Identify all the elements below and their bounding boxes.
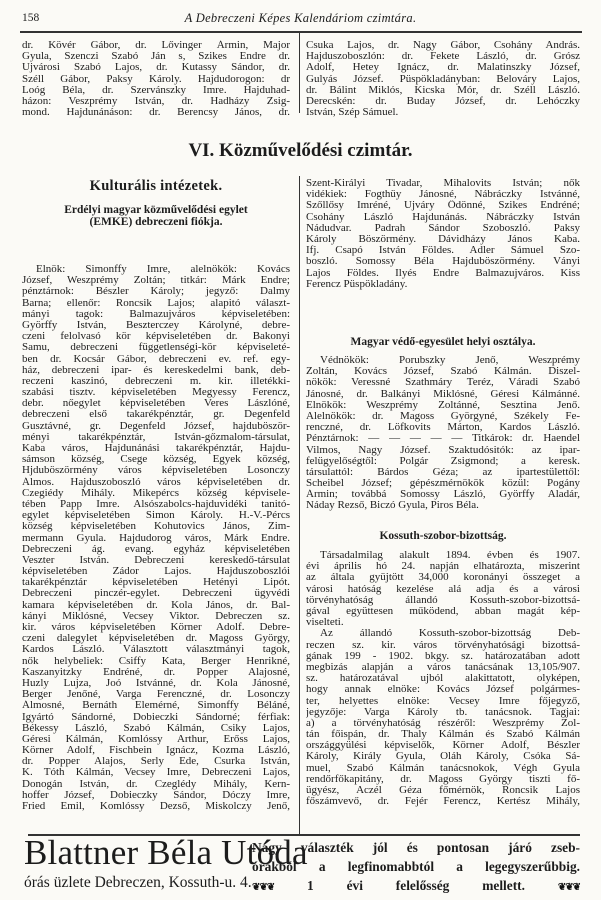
text-line: kir. város képviseletében Körner Adolf. Debre- (22, 622, 290, 633)
text-line: Fried Emil, Komlóssy Dezső, Miskolczy Jenő, (22, 801, 290, 812)
text-line: dr. Kövér Gábor, dr. Lővinger Ármin, Major (22, 40, 290, 51)
text-line: Veszter István. Debreczeni kereskedő-társulat (22, 554, 290, 566)
text-line: egylet képviseletében Simon Károly. H.-V.-Pércs (22, 510, 290, 522)
header-rule (20, 31, 582, 33)
text-line: Gusztávné, gr. Degenfeld József, hajduböször- (22, 420, 290, 432)
text-line: gával együttesen működend, abban magát kép- (306, 605, 580, 617)
text-line: Az állandó Kossuth-szobor-bizottság Deb- (320, 628, 580, 640)
text-line: városi hatóság kezelése alá adja és a városi (306, 583, 580, 595)
text-line: az általa gyüjtött 34,000 koronányi összeget a (306, 572, 580, 584)
text-line: Gyula, Szenczi Szabó Ján s, Szikes Endre dr. (22, 51, 290, 63)
left-subheading (22, 204, 290, 228)
vedo-heading: Magyar védő-egyesület helyi osztálya. (350, 336, 536, 348)
advert-line-2: órákból a legfinomabbtól a legegyszerűbbig. (252, 859, 580, 874)
text-line: jegyzője: Varga Károly tb. tanácsnok. Tagjai: (306, 706, 580, 718)
section-title: VI. Közművelődési czimtár. (188, 140, 413, 161)
text-line: Huzly Lujza, Joó Istvánné, dr. Kola Jánosné, (22, 677, 290, 689)
text-line: Szőllősy Imréné, Ujváry Ödönné, Szikes Endréné; (306, 200, 580, 212)
text-line: Barna; ellenőr: Roncsik Lajos; alapitó választ- (22, 297, 290, 309)
text-line: Elnök: Simonffy Imre, alelnökök: Kovács (36, 264, 290, 275)
text-line: kamara képviseletében dr. Kola János, dr. Bal- (22, 599, 290, 611)
text-line: sz. határozatával ujból alakittatott, olyképen, (306, 673, 580, 685)
text-line: pénztárnok: Bészler Károly; jegyző: Dalmy (22, 286, 290, 298)
text-line: társulattól: Bárdos Géza; az ipartestülettől: (306, 466, 580, 478)
text-line: K. Tóth Kálmán, Vecsey Imre, Debreczeni Lajos, (22, 767, 290, 779)
text-line: Ujvárosi Szabó Lajos, dr. Kutassy Sándor, dr. (22, 62, 290, 74)
text-line: Igyártó Sándorné, Dobieczki Sándorné; férfiak: (22, 711, 290, 723)
text-line: Loóg Béla, dr. Szervánszky Imre. Hajduhad- (22, 84, 290, 96)
advert-guarantee: 1 évi felelősség mellett. (307, 878, 525, 893)
text-line: Jánosné, dr. Balkányi Miklósné, Géresi Kálmánné. (306, 388, 580, 400)
text-line: országgyülési képviselők, Körner Adolf, Bészler (306, 740, 580, 752)
text-line: Hjduböszörmény város képviseletében Losonczy (22, 465, 290, 477)
text-line: Körner Adolf, Fischbein Ignácz, Kozma László, (22, 745, 290, 757)
text-line: Csohány László Hajdunánás. Nábráczky István (306, 211, 580, 223)
text-line: Debreczeni pinczér-egylet. Debreczeni ügyvédi (22, 588, 290, 600)
text-line: nők helybeliek: Csiffy Kata, Berger Henrikné, (22, 655, 290, 667)
text-line: a) a törvényhatóság részéről: Weszprémy Zol- (306, 717, 580, 729)
fleuron-ornament-icon: ❦❦❦ (252, 882, 275, 893)
text-line: megbizás alapján a város tanácsának 13,105/907. (306, 661, 580, 673)
text-line: ház, debreczeni ipar- és kereskedelmi bank, deb- (22, 364, 290, 376)
text-line: Társadalmilag alakult 1894. évben és 1907. (320, 550, 580, 561)
text-line: czeni dalegylet képviseletében dr. Magoss György, (22, 633, 290, 645)
text-line: ben dr. Kocsár Gábor, debreczeni ev. ref. egy- (22, 353, 290, 365)
column-divider (299, 176, 300, 834)
text-line: tán főispán, dr. Thaly Kálmán és Szabó Kálmán (306, 729, 580, 741)
text-line: tében Papp Imre. Alsószabolcs-hajduvidéki tanitó- (22, 498, 290, 510)
text-line: Derecskén: dr. Buday József, dr. Lehóczky (306, 95, 580, 107)
right-continuation (306, 178, 580, 290)
text-line: Hajduszoboszlón: dr. Fekete László, dr. Grósz (306, 51, 580, 63)
text-line: Széll Gábor, Paksy Károly. Hajdudorogon: dr (22, 73, 290, 85)
text-line: debreczeni első takarékpénztár, gr. Degenfeld (22, 409, 290, 421)
text-line: Károly Böszörmény. Dávidházy János Kaba. (306, 233, 580, 245)
text-line: vidékiek: Fogthüy Jánosné, Nábráczky Istvánné, (306, 189, 580, 201)
left-body (22, 264, 290, 812)
text-line: hogy annak elnöke: Kovács József polgármes- (306, 684, 580, 696)
text-line: viselteti. (306, 617, 344, 629)
text-line: sámson község, Csege község, Egyek község, (22, 454, 290, 466)
text-line: reczen sz. kir. város törvényhatósági bizottsá- (306, 639, 580, 651)
column-divider-top (299, 33, 300, 113)
text-line: felügyelőségtől: Polgár Zsigmond; a keresk. (306, 455, 580, 467)
text-line: Donogán István, dr. Czeglédy Mihály, Kern- (22, 778, 290, 790)
kossuth-heading: Kossuth-szobor-bizottság. (379, 530, 507, 542)
text-line: Nádudvar. Padrah Sándor Szoboszló. Paksy (306, 222, 580, 234)
text-line: Csuka Lajos, dr. Nagy Gábor, Csohány András. (306, 40, 580, 51)
text-line: Békessy László, Szabó Kálmán, Csiky Lajos, (22, 722, 290, 734)
text-line: István, Szép Sámuel. (306, 107, 399, 119)
text-line: Géresi Kálmán, Komlóssy Arthur, Erőss Lajos, (22, 733, 290, 745)
text-line: község képviseletében Kohutovics János, Zim- (22, 521, 290, 533)
text-line: Zoltán, Kovács József, Szabó Kálmán. Diszel- (306, 366, 580, 378)
text-line: ményi takarékpénztár, István-gőzmalom-társulat, (22, 431, 290, 443)
text-line: boszló. Somossy Béla Hajduböszörmény. Ványi (306, 256, 580, 268)
running-title: A Debreczeni Képes Kalendáriom czimtára. (184, 11, 417, 25)
text-line: debr. nőegylet képviseletében Veres Lászlóné, (22, 398, 290, 410)
text-line: Elnökök: Weszprémy Zoltánné, Sesztina Jenő. (306, 399, 580, 411)
text-line: nökök: Veressné Szathmáry Teréz, Váradi Szabó (306, 377, 580, 389)
fleuron-ornament-icon: ❦❦❦ (557, 882, 580, 893)
text-line: mányi tagok: Balmazujváros képviseletében: (22, 308, 290, 320)
text-line: gának 199 - 1902. bkgy. sz. határozatában adott (306, 650, 580, 662)
text-line: Berger Jenőné, Varga Ferenczné, dr. Losonczy (22, 689, 290, 701)
text-line: ter, helyettes elnöke: Vecsey Imre főjegyző, (306, 695, 580, 707)
text-line: muel, Szabó Kálmán tanácsnokok, Végh Gyula (306, 762, 580, 774)
advert-line-1: Nagy választék jól és pontosan járó zseb- (252, 840, 580, 855)
text-line: évi április hó 24. napján elhatározta, miszerint (306, 561, 580, 573)
text-line: reczeni kaszinó, debreczeni m. kir. illetékki- (22, 375, 290, 387)
text-line: Alelnökök: dr. Magoss Györgyné, Székely Fe- (306, 410, 580, 422)
text-line: Ármin; továbbá Somossy László, Györffy Aladár, (306, 489, 580, 501)
text-line: Kaszanyitzky Endréné, dr. Popper Alajosné, (22, 666, 290, 678)
text-line: képviseletében Zádor Lajos. Hajduszoboszlói (22, 566, 290, 578)
text-line: Vilmos, Nagy József. Szaktudósitók: az ipar- (306, 444, 580, 456)
text-line: Kaba város, Hajdunánási takarékpénztár, Hajdu- (22, 443, 290, 454)
text-line: Álmos. Hajduszoboszló város képviseletében dr. (22, 476, 290, 488)
text-line: József, Weszprémy Zoltán; titkár: Márk Endre; (22, 275, 290, 287)
text-line: rendőrfőkapitány, dr. Magoss György tiszti fő- (306, 773, 580, 785)
text-line: mermann Gyula. Hajdudorog város, Márk Endre. (22, 532, 290, 544)
text-line: dr. Popper Alajos, Serly Ede, Csurka István, (22, 756, 290, 768)
text-line: kányi Miklósné, Vecsey Viktor. Debreczen sz. (22, 610, 290, 622)
text-line: takarékpénztár képviseletében Hetényi Lipót. (22, 577, 290, 589)
text-line: Györffy István, Beszterczey Károlyné, debre- (22, 319, 290, 331)
text-line: Debreczeni ág. evang. egyház képviseletében (22, 543, 290, 555)
text-line: főszámvevő, dr. Fejér Ferencz, Kertész Mihály, (306, 796, 580, 808)
advert-line-3 (252, 877, 580, 896)
text-line: Náday Rezső, Biczó Gyula, Piros Béla. (306, 500, 479, 512)
text-line: dr. Bálint Miklós, Kicska Mór, dr. Széll László. (306, 84, 580, 96)
advert-brand: Blattner Béla Utóda (24, 833, 308, 872)
text-line: szabási tisztv. képviseletében Megyessy Ferencz, (22, 387, 290, 399)
advert-address: órás üzlete Debreczen, Kossuth-u. 4. (24, 874, 252, 891)
text-line: házon: Veszprémy István, dr. Hadházy Zsig- (22, 95, 290, 107)
text-line: czeni felolvasó kör képviseletében dr. Bakonyi (22, 331, 290, 343)
text-line: Védnökök: Porubszky Jenő, Weszprémy (320, 355, 580, 366)
page-number: 158 (22, 12, 40, 24)
text-line: Scheibel József; gépészmérnökök közül: Pogány (306, 478, 580, 490)
text-line: Erdélyi magyar közművelődési egylet (64, 204, 248, 216)
text-line: hoffer József, Dobieczky Sándor, Dóczy Imre, (22, 789, 290, 801)
text-line: Károly, Király Gyula, Oláh Károly, Csóka Sá- (306, 751, 580, 763)
text-line: (EMKE) debreczeni fiókja. (89, 216, 223, 228)
kossuth-paragraph-1 (306, 550, 580, 628)
text-line: Czegiédy Mihály. Mikepércs község képvisele- (22, 487, 290, 499)
text-line: törvényhatóság állandó Kossuth-szobor-bizottsá- (306, 594, 580, 606)
text-line: Kardos László. Választott választmányi tagok, (22, 644, 290, 656)
text-line: mond. Hajdunánáson: dr. Berencsy János, dr. (22, 107, 290, 119)
text-line: Samu, debreczeni függetlenségi-kör képviseleté- (22, 342, 290, 354)
text-line: Adolf, Hetey Ignácz, dr. Malatinszky József, (306, 62, 580, 74)
text-line: Ferencz Püspökladány. (306, 278, 408, 290)
top-right-column (306, 40, 580, 118)
text-line: Ifj. Csapó István Földes. Adler Sámuel Szo- (306, 245, 580, 257)
text-line: Gulyás József. Püspökladányban: Belováry Lajos, (306, 73, 580, 85)
top-left-column (22, 40, 290, 118)
left-heading: Kulturális intézetek. (89, 178, 223, 194)
text-line: renczné, dr. Löfkovits Márton, Kardos László. (306, 422, 580, 434)
vedo-body (306, 355, 580, 512)
text-line: Pénztárnok: — — — — — Titkárok: dr. Haendel (306, 433, 580, 445)
text-line: ügyész, Aczél Géza főmérnök, Roncsik Lajos (306, 785, 580, 797)
text-line: Álmosné, Bernáth Elemérné, Simonffy Béláné, (22, 700, 290, 712)
text-line: Lajos Földes. Ilyés Endre Balmazujváros. Kiss (306, 267, 580, 279)
text-line: Szent-Királyi Tivadar, Mihalovits István; nők (306, 178, 580, 189)
kossuth-paragraph-2 (306, 628, 580, 807)
